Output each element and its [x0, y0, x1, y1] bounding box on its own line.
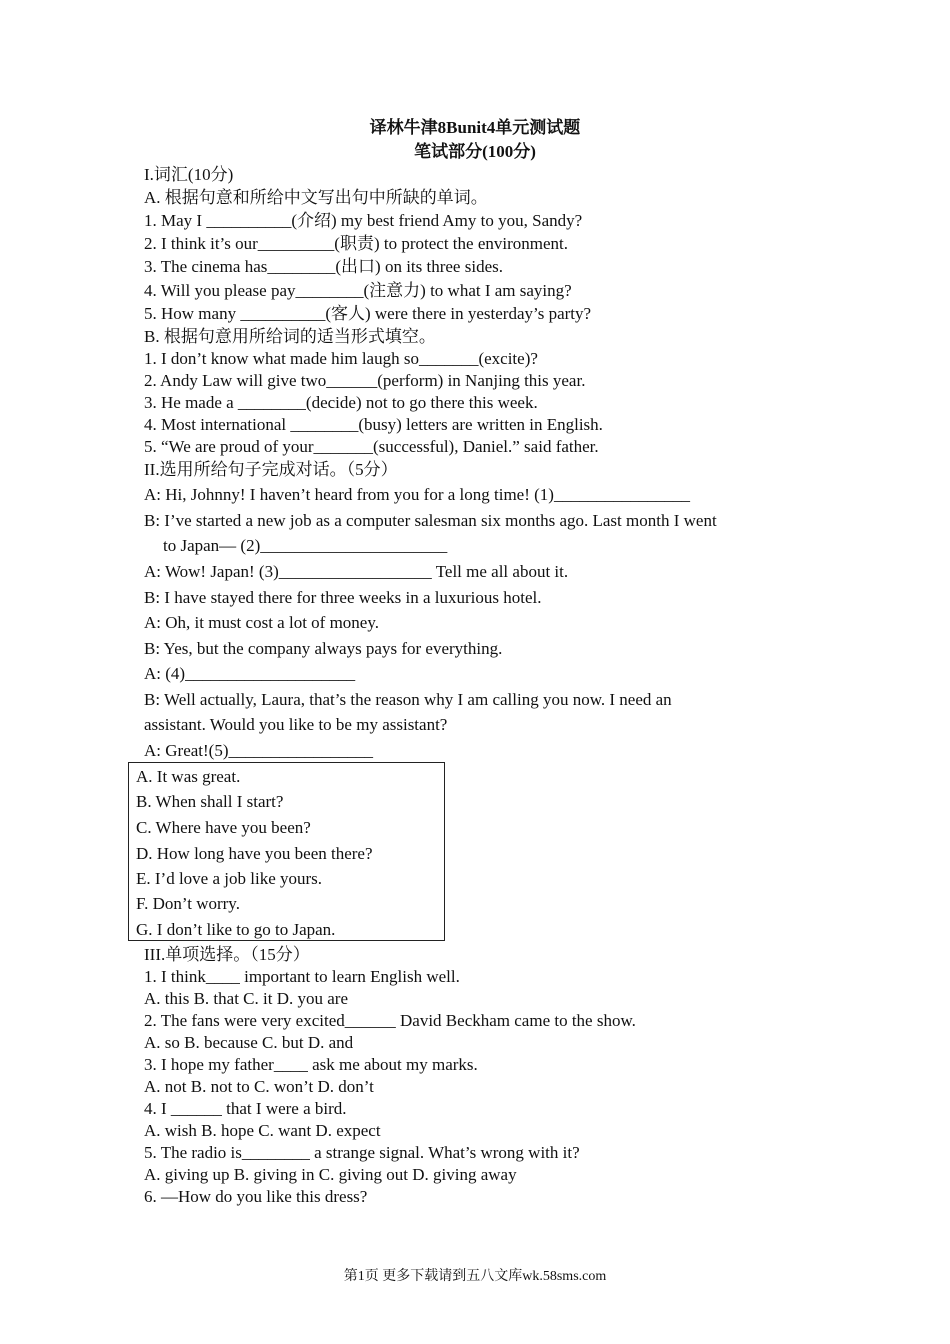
question-line: 6. —How do you like this dress? — [144, 1187, 368, 1206]
choices-line: A. wish B. hope C. want D. expect — [144, 1121, 381, 1140]
dialogue-line: A: Hi, Johnny! I haven’t heard from you for a long time! (1)________________ — [144, 485, 690, 504]
question-line: 2. The fans were very excited______ David Beckham came to the show. — [144, 1011, 636, 1030]
question-line: 1. I think____ important to learn English well. — [144, 967, 460, 986]
option-item: C. Where have you been? — [136, 818, 311, 837]
question-line: 4. I ______ that I were a bird. — [144, 1099, 347, 1118]
section3-heading: III.单项选择。（15分） — [144, 945, 310, 964]
page-footer: 第1页 更多下载请到五八文库wk.58sms.com — [343, 1269, 607, 1284]
choices-line: A. not B. not to C. won’t D. don’t — [144, 1077, 374, 1096]
option-item: G. I don’t like to go to Japan. — [136, 920, 336, 939]
choices-line: A. so B. because C. but D. and — [144, 1033, 354, 1052]
option-item: D. How long have you been there? — [136, 844, 373, 863]
question-line: 2. Andy Law will give two______(perform) in Nanjing this year. — [144, 371, 586, 390]
dialogue-line: A: Wow! Japan! (3)__________________ Tell me all about it. — [144, 562, 569, 581]
option-item: A. It was great. — [136, 767, 241, 786]
option-item: E. I’d love a job like yours. — [136, 869, 323, 888]
question-line: 4. Most international ________(busy) letters are written in English. — [144, 415, 603, 434]
question-line: 3. The cinema has________(出口) on its three sides. — [144, 257, 503, 276]
question-line: 1. I don’t know what made him laugh so_______(excite)? — [144, 349, 538, 368]
question-line: 1. May I __________(介绍) my best friend Amy to you, Sandy? — [144, 211, 583, 230]
section2-heading: II.选用所给句子完成对话。（5分） — [144, 460, 398, 479]
part-b-heading: B. 根据句意用所给词的适当形式填空。 — [144, 327, 436, 346]
question-line: 2. I think it’s our_________(职责) to protect the environment. — [144, 234, 568, 253]
option-item: F. Don’t worry. — [136, 894, 240, 913]
question-line: 5. How many __________(客人) were there in yesterday’s party? — [144, 304, 592, 323]
dialogue-line: assistant. Would you like to be my assistant? — [144, 715, 448, 734]
choices-line: A. this B. that C. it D. you are — [144, 989, 348, 1008]
section1-heading: I.词汇(10分) — [144, 165, 234, 184]
dialogue-line: B: Well actually, Laura, that’s the reason why I am calling you now. I need an — [144, 690, 672, 709]
question-line: 5. The radio is________ a strange signal. What’s wrong with it? — [144, 1143, 580, 1162]
question-line: 3. He made a ________(decide) not to go there this week. — [144, 393, 538, 412]
part-a-heading: A. 根据句意和所给中文写出句中所缺的单词。 — [144, 188, 488, 207]
dialogue-line: B: Yes, but the company always pays for everything. — [144, 639, 503, 658]
option-item: B. When shall I start? — [136, 792, 284, 811]
question-line: 3. I hope my father____ ask me about my marks. — [144, 1055, 478, 1074]
page-subtitle: 笔试部分(100分) — [414, 142, 536, 161]
dialogue-line: to Japan— (2)______________________ — [163, 536, 448, 555]
choices-line: A. giving up B. giving in C. giving out D. giving away — [144, 1165, 517, 1184]
question-line: 4. Will you please pay________(注意力) to what I am saying? — [144, 281, 572, 300]
dialogue-line: A: (4)____________________ — [144, 664, 356, 683]
question-line: 5. “We are proud of your_______(successful), Daniel.” said father. — [144, 437, 599, 456]
dialogue-line: B: I’ve started a new job as a computer salesman six months ago. Last month I went — [144, 511, 717, 530]
dialogue-line: A: Great!(5)_________________ — [144, 741, 373, 760]
page-title: 译林牛津8Bunit4单元测试题 — [369, 118, 581, 137]
dialogue-line: B: I have stayed there for three weeks in a luxurious hotel. — [144, 588, 542, 607]
dialogue-line: A: Oh, it must cost a lot of money. — [144, 613, 379, 632]
